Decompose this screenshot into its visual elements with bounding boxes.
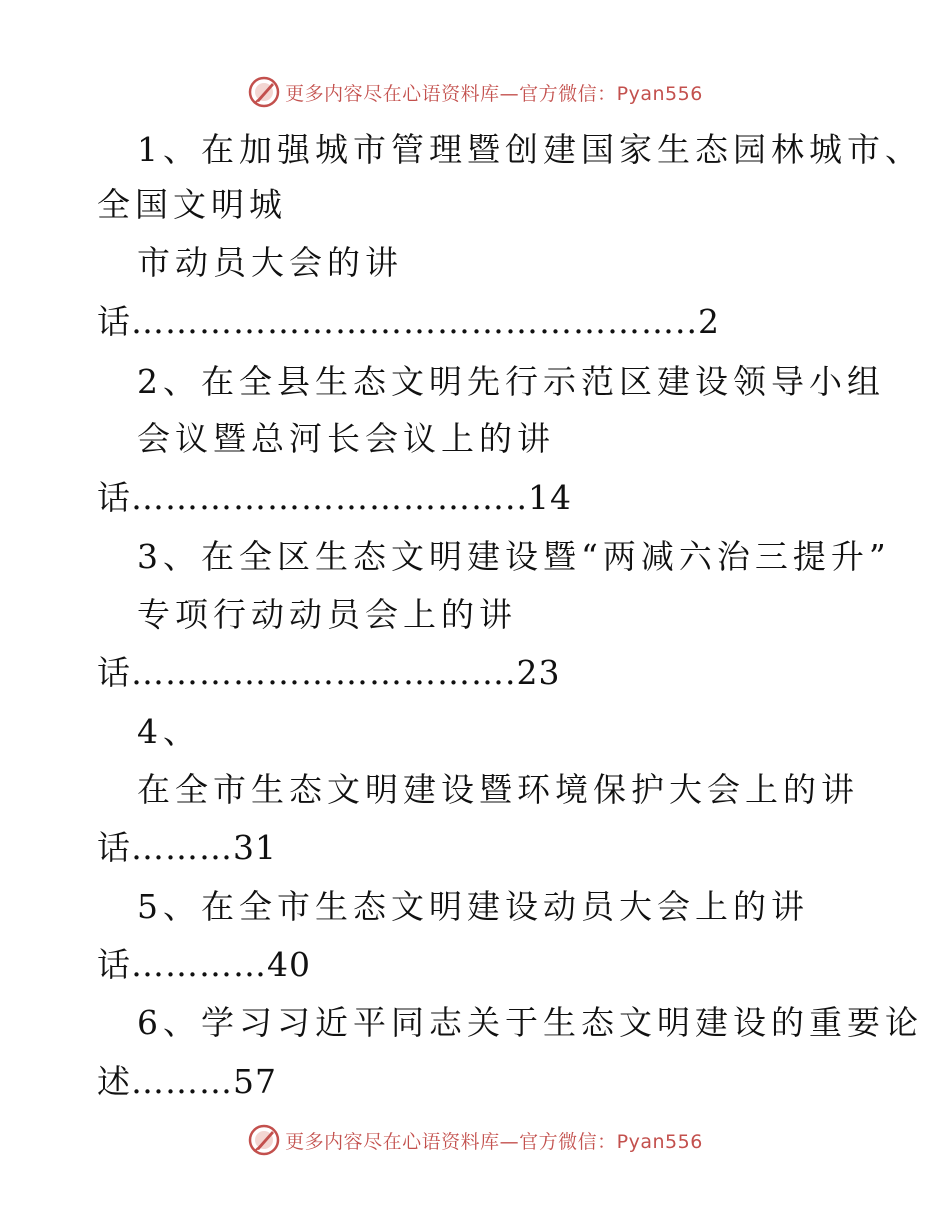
quill-circle-logo-icon (247, 1123, 281, 1157)
toc-entry-2-leader-line[interactable] (97, 478, 572, 518)
toc-entry-5-leader: 话………… (97, 945, 267, 984)
toc-entry-5-page: 40 (267, 945, 311, 984)
banner-text: 更多内容尽在心语资料库—官方微信：Pyan556 (285, 1130, 703, 1153)
toc-entry-2-title-line-2: 会议暨总河长会议上的讲 (137, 419, 555, 458)
toc-entry-2-title-line-1: 2、在全县生态文明先行示范区建设领导小组 (137, 362, 885, 401)
banner-text: 更多内容尽在心语资料库—官方微信：Pyan556 (285, 82, 703, 105)
toc-entry-1-leader: 话………………………………………….. (97, 302, 698, 341)
toc-entry-3-page: 23 (516, 653, 561, 692)
toc-entry-6-leader-line[interactable] (97, 1062, 277, 1102)
footer-banner (0, 1118, 950, 1162)
toc-entry-4-page: 31 (233, 828, 277, 867)
toc-entry-5-leader-line[interactable] (97, 945, 311, 985)
toc-entry-5-title-line-1: 5、在全市生态文明建设动员大会上的讲 (137, 887, 809, 926)
toc-entry-4-title-line-2: 在全市生态文明建设暨环境保护大会上的讲 (137, 770, 859, 809)
toc-entry-6-page: 57 (233, 1062, 277, 1101)
toc-entry-4-leader-line[interactable] (97, 828, 277, 868)
toc-entry-6-title-line-1: 6、学习习近平同志关于生态文明建设的重要论 (137, 1003, 923, 1042)
toc-entry-1-title-line-1: 1、在加强城市管理暨创建国家生态园林城市、 (137, 130, 923, 169)
toc-entry-3-title-line-2: 专项行动动员会上的讲 (137, 595, 517, 634)
toc-entry-4-leader: 话……… (97, 828, 233, 867)
toc-entry-3-leader: 话……………………………. (97, 653, 517, 692)
toc-entry-1-title-line-3: 市动员大会的讲 (137, 243, 403, 282)
toc-entry-6-leader: 述……… (97, 1062, 233, 1101)
toc-entry-4-title-line-1: 4、 (137, 712, 201, 751)
toc-entry-2-leader: 话…………………………….. (97, 478, 528, 517)
toc-entry-1-title-line-2: 全国文明城 (97, 185, 287, 224)
toc-entry-3-leader-line[interactable] (97, 653, 561, 693)
toc-entry-1-leader-line[interactable] (97, 302, 720, 342)
toc-entry-3-title-line-1: 3、在全区生态文明建设暨“两减六治三提升” (137, 537, 891, 576)
toc-entry-2-page: 14 (527, 478, 572, 517)
toc-entry-1-page: 2 (697, 302, 720, 341)
